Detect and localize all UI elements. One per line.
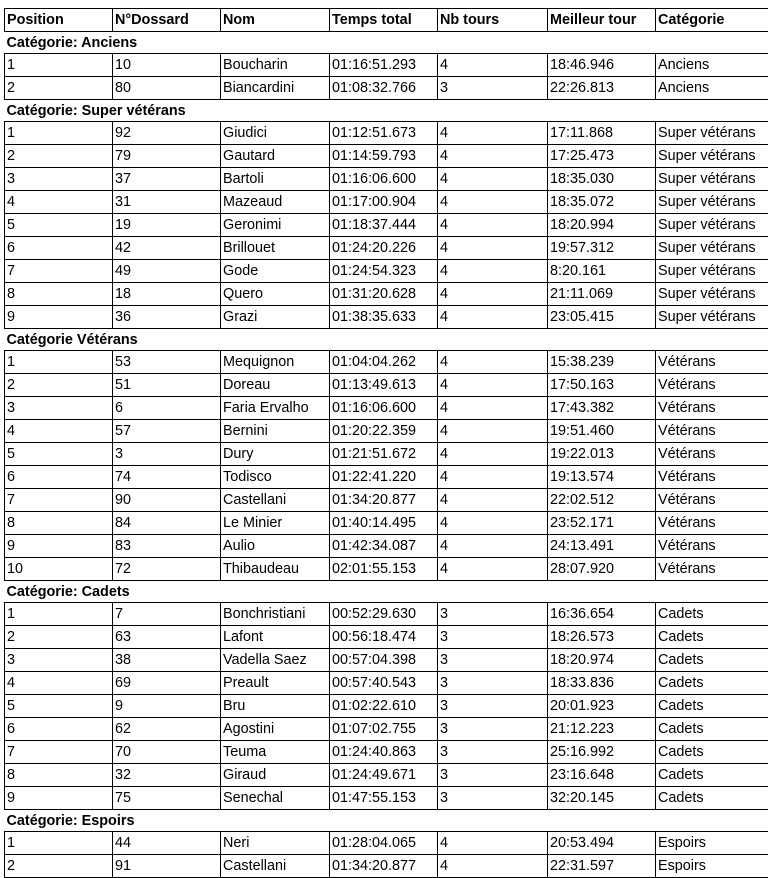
cell-meilleur-tour: 15:38.239 — [548, 351, 656, 374]
cell-meilleur-tour: 23:16.648 — [548, 764, 656, 787]
section-title: Catégorie Vétérans — [5, 329, 768, 351]
table-row — [5, 695, 768, 718]
cell-meilleur-tour: 19:22.013 — [548, 443, 656, 466]
cell-nb-tours: 3 — [438, 649, 548, 672]
cell-nb-tours: 3 — [438, 672, 548, 695]
cell-nom: Castellani — [221, 855, 330, 878]
cell-temps-total: 01:17:00.904 — [330, 191, 438, 214]
cell-nb-tours: 4 — [438, 214, 548, 237]
cell-meilleur-tour: 18:35.030 — [548, 168, 656, 191]
cell-nb-tours: 3 — [438, 787, 548, 810]
header-position: Position — [5, 9, 113, 32]
section-header-row — [5, 329, 768, 351]
cell-categorie: Super vétérans — [656, 306, 768, 329]
cell-temps-total: 01:24:40.863 — [330, 741, 438, 764]
section-title: Catégorie: Anciens — [5, 32, 768, 54]
cell-dossard: 10 — [113, 54, 221, 77]
cell-dossard: 36 — [113, 306, 221, 329]
cell-nb-tours: 4 — [438, 397, 548, 420]
cell-categorie: Vétérans — [656, 420, 768, 443]
table-row — [5, 855, 768, 878]
cell-position: 9 — [5, 535, 113, 558]
cell-dossard: 83 — [113, 535, 221, 558]
table-row — [5, 626, 768, 649]
cell-position: 1 — [5, 122, 113, 145]
table-row — [5, 351, 768, 374]
cell-categorie: Anciens — [656, 77, 768, 100]
cell-nom: Le Minier — [221, 512, 330, 535]
cell-nom: Castellani — [221, 489, 330, 512]
cell-meilleur-tour: 20:01.923 — [548, 695, 656, 718]
cell-nom: Faria Ervalho — [221, 397, 330, 420]
cell-meilleur-tour: 18:46.946 — [548, 54, 656, 77]
cell-temps-total: 01:24:49.671 — [330, 764, 438, 787]
cell-dossard: 72 — [113, 558, 221, 581]
table-row — [5, 214, 768, 237]
cell-nb-tours: 4 — [438, 168, 548, 191]
cell-dossard: 70 — [113, 741, 221, 764]
cell-categorie: Cadets — [656, 695, 768, 718]
cell-position: 9 — [5, 787, 113, 810]
table-row — [5, 489, 768, 512]
cell-nb-tours: 4 — [438, 489, 548, 512]
cell-nb-tours: 4 — [438, 855, 548, 878]
cell-nb-tours: 3 — [438, 77, 548, 100]
cell-meilleur-tour: 8:20.161 — [548, 260, 656, 283]
cell-categorie: Super vétérans — [656, 168, 768, 191]
cell-position: 4 — [5, 191, 113, 214]
cell-nb-tours: 3 — [438, 764, 548, 787]
cell-meilleur-tour: 19:51.460 — [548, 420, 656, 443]
cell-nb-tours: 3 — [438, 741, 548, 764]
cell-position: 6 — [5, 237, 113, 260]
cell-temps-total: 01:18:37.444 — [330, 214, 438, 237]
cell-nom: Brillouet — [221, 237, 330, 260]
table-row — [5, 443, 768, 466]
cell-dossard: 79 — [113, 145, 221, 168]
cell-categorie: Cadets — [656, 718, 768, 741]
cell-meilleur-tour: 25:16.992 — [548, 741, 656, 764]
cell-categorie: Vétérans — [656, 443, 768, 466]
section-header-row — [5, 32, 768, 54]
cell-dossard: 42 — [113, 237, 221, 260]
cell-nb-tours: 4 — [438, 306, 548, 329]
cell-position: 8 — [5, 283, 113, 306]
cell-temps-total: 01:07:02.755 — [330, 718, 438, 741]
cell-nom: Thibaudeau — [221, 558, 330, 581]
table-row — [5, 306, 768, 329]
cell-meilleur-tour: 23:52.171 — [548, 512, 656, 535]
cell-dossard: 69 — [113, 672, 221, 695]
table-row — [5, 832, 768, 855]
cell-position: 9 — [5, 306, 113, 329]
table-row — [5, 466, 768, 489]
cell-position: 2 — [5, 145, 113, 168]
cell-categorie: Cadets — [656, 741, 768, 764]
cell-categorie: Vétérans — [656, 535, 768, 558]
cell-dossard: 51 — [113, 374, 221, 397]
cell-nom: Preault — [221, 672, 330, 695]
section-header-row — [5, 810, 768, 832]
cell-meilleur-tour: 28:07.920 — [548, 558, 656, 581]
cell-nb-tours: 4 — [438, 145, 548, 168]
header-dossard: N°Dossard — [113, 9, 221, 32]
cell-temps-total: 02:01:55.153 — [330, 558, 438, 581]
table-row — [5, 283, 768, 306]
cell-nom: Vadella Saez — [221, 649, 330, 672]
cell-dossard: 75 — [113, 787, 221, 810]
cell-dossard: 49 — [113, 260, 221, 283]
cell-nb-tours: 4 — [438, 832, 548, 855]
cell-position: 6 — [5, 718, 113, 741]
cell-meilleur-tour: 21:11.069 — [548, 283, 656, 306]
cell-dossard: 90 — [113, 489, 221, 512]
cell-nb-tours: 4 — [438, 260, 548, 283]
table-row — [5, 512, 768, 535]
cell-nom: Giraud — [221, 764, 330, 787]
cell-position: 1 — [5, 832, 113, 855]
cell-nb-tours: 4 — [438, 535, 548, 558]
cell-nom: Senechal — [221, 787, 330, 810]
cell-dossard: 18 — [113, 283, 221, 306]
cell-dossard: 63 — [113, 626, 221, 649]
table-row — [5, 718, 768, 741]
table-row — [5, 145, 768, 168]
cell-position: 4 — [5, 420, 113, 443]
cell-meilleur-tour: 18:33.836 — [548, 672, 656, 695]
cell-meilleur-tour: 18:26.573 — [548, 626, 656, 649]
cell-categorie: Cadets — [656, 649, 768, 672]
cell-categorie: Anciens — [656, 54, 768, 77]
cell-temps-total: 01:14:59.793 — [330, 145, 438, 168]
cell-meilleur-tour: 21:12.223 — [548, 718, 656, 741]
cell-nom: Gautard — [221, 145, 330, 168]
cell-meilleur-tour: 19:13.574 — [548, 466, 656, 489]
cell-nom: Bernini — [221, 420, 330, 443]
cell-temps-total: 01:47:55.153 — [330, 787, 438, 810]
cell-categorie: Vétérans — [656, 466, 768, 489]
cell-nom: Teuma — [221, 741, 330, 764]
cell-categorie: Vétérans — [656, 374, 768, 397]
cell-categorie: Vétérans — [656, 558, 768, 581]
cell-nom: Mequignon — [221, 351, 330, 374]
cell-nb-tours: 4 — [438, 443, 548, 466]
cell-categorie: Espoirs — [656, 855, 768, 878]
cell-dossard: 3 — [113, 443, 221, 466]
cell-temps-total: 01:08:32.766 — [330, 77, 438, 100]
cell-meilleur-tour: 24:13.491 — [548, 535, 656, 558]
cell-meilleur-tour: 32:20.145 — [548, 787, 656, 810]
cell-nom: Gode — [221, 260, 330, 283]
table-row — [5, 535, 768, 558]
cell-position: 1 — [5, 54, 113, 77]
cell-temps-total: 01:04:04.262 — [330, 351, 438, 374]
cell-position: 10 — [5, 558, 113, 581]
cell-position: 3 — [5, 168, 113, 191]
table-row — [5, 420, 768, 443]
cell-position: 2 — [5, 374, 113, 397]
cell-dossard: 37 — [113, 168, 221, 191]
cell-categorie: Super vétérans — [656, 260, 768, 283]
cell-nb-tours: 3 — [438, 695, 548, 718]
section-title: Catégorie: Espoirs — [5, 810, 768, 832]
cell-meilleur-tour: 18:20.994 — [548, 214, 656, 237]
header-nom: Nom — [221, 9, 330, 32]
cell-categorie: Cadets — [656, 787, 768, 810]
cell-position: 2 — [5, 77, 113, 100]
cell-meilleur-tour: 20:53.494 — [548, 832, 656, 855]
cell-meilleur-tour: 17:50.163 — [548, 374, 656, 397]
cell-temps-total: 01:34:20.877 — [330, 489, 438, 512]
cell-nom: Giudici — [221, 122, 330, 145]
table-row — [5, 122, 768, 145]
cell-dossard: 6 — [113, 397, 221, 420]
cell-nb-tours: 4 — [438, 54, 548, 77]
table-row — [5, 374, 768, 397]
cell-dossard: 92 — [113, 122, 221, 145]
cell-nb-tours: 4 — [438, 466, 548, 489]
cell-temps-total: 01:02:22.610 — [330, 695, 438, 718]
cell-position: 3 — [5, 397, 113, 420]
results-body — [5, 32, 768, 878]
cell-dossard: 44 — [113, 832, 221, 855]
cell-meilleur-tour: 18:35.072 — [548, 191, 656, 214]
cell-nom: Geronimi — [221, 214, 330, 237]
cell-temps-total: 01:20:22.359 — [330, 420, 438, 443]
cell-position: 7 — [5, 489, 113, 512]
cell-categorie: Super vétérans — [656, 214, 768, 237]
table-row — [5, 54, 768, 77]
cell-nb-tours: 3 — [438, 718, 548, 741]
cell-dossard: 32 — [113, 764, 221, 787]
table-row — [5, 168, 768, 191]
cell-dossard: 91 — [113, 855, 221, 878]
cell-categorie: Cadets — [656, 603, 768, 626]
cell-nb-tours: 4 — [438, 558, 548, 581]
cell-position: 5 — [5, 695, 113, 718]
cell-temps-total: 00:57:40.543 — [330, 672, 438, 695]
cell-temps-total: 00:57:04.398 — [330, 649, 438, 672]
cell-temps-total: 01:31:20.628 — [330, 283, 438, 306]
cell-dossard: 19 — [113, 214, 221, 237]
section-header-row — [5, 100, 768, 122]
cell-dossard: 31 — [113, 191, 221, 214]
cell-temps-total: 01:22:41.220 — [330, 466, 438, 489]
cell-position: 6 — [5, 466, 113, 489]
cell-nom: Aulio — [221, 535, 330, 558]
cell-dossard: 7 — [113, 603, 221, 626]
cell-nom: Bartoli — [221, 168, 330, 191]
cell-categorie: Super vétérans — [656, 122, 768, 145]
cell-nom: Agostini — [221, 718, 330, 741]
cell-meilleur-tour: 22:26.813 — [548, 77, 656, 100]
cell-temps-total: 01:13:49.613 — [330, 374, 438, 397]
section-title: Catégorie: Cadets — [5, 581, 768, 603]
cell-nom: Biancardini — [221, 77, 330, 100]
cell-dossard: 74 — [113, 466, 221, 489]
cell-nb-tours: 4 — [438, 351, 548, 374]
cell-meilleur-tour: 23:05.415 — [548, 306, 656, 329]
cell-categorie: Vétérans — [656, 489, 768, 512]
cell-nom: Grazi — [221, 306, 330, 329]
table-row — [5, 787, 768, 810]
cell-position: 7 — [5, 260, 113, 283]
cell-temps-total: 01:34:20.877 — [330, 855, 438, 878]
header-categorie: Catégorie — [656, 9, 768, 32]
cell-nb-tours: 4 — [438, 512, 548, 535]
cell-position: 3 — [5, 649, 113, 672]
table-row — [5, 260, 768, 283]
cell-nom: Todisco — [221, 466, 330, 489]
cell-position: 8 — [5, 512, 113, 535]
table-row — [5, 672, 768, 695]
cell-meilleur-tour: 16:36.654 — [548, 603, 656, 626]
cell-position: 5 — [5, 443, 113, 466]
table-row — [5, 558, 768, 581]
cell-categorie: Cadets — [656, 764, 768, 787]
cell-temps-total: 01:16:06.600 — [330, 168, 438, 191]
cell-temps-total: 01:16:06.600 — [330, 397, 438, 420]
cell-meilleur-tour: 19:57.312 — [548, 237, 656, 260]
cell-position: 1 — [5, 603, 113, 626]
cell-temps-total: 01:38:35.633 — [330, 306, 438, 329]
cell-nom: Quero — [221, 283, 330, 306]
cell-categorie: Super vétérans — [656, 283, 768, 306]
table-row — [5, 237, 768, 260]
cell-dossard: 38 — [113, 649, 221, 672]
cell-nom: Bru — [221, 695, 330, 718]
header-row — [5, 9, 768, 32]
cell-temps-total: 01:28:04.065 — [330, 832, 438, 855]
cell-temps-total: 01:16:51.293 — [330, 54, 438, 77]
cell-nb-tours: 4 — [438, 420, 548, 443]
cell-position: 8 — [5, 764, 113, 787]
cell-temps-total: 01:42:34.087 — [330, 535, 438, 558]
cell-categorie: Super vétérans — [656, 145, 768, 168]
cell-nb-tours: 3 — [438, 603, 548, 626]
header-meilleur-tour: Meilleur tour — [548, 9, 656, 32]
cell-nb-tours: 4 — [438, 237, 548, 260]
cell-position: 2 — [5, 855, 113, 878]
table-row — [5, 649, 768, 672]
cell-temps-total: 01:40:14.495 — [330, 512, 438, 535]
cell-position: 2 — [5, 626, 113, 649]
cell-temps-total: 01:12:51.673 — [330, 122, 438, 145]
cell-categorie: Super vétérans — [656, 191, 768, 214]
cell-meilleur-tour: 17:43.382 — [548, 397, 656, 420]
cell-nb-tours: 4 — [438, 122, 548, 145]
cell-categorie: Vétérans — [656, 512, 768, 535]
cell-nom: Bonchristiani — [221, 603, 330, 626]
cell-dossard: 80 — [113, 77, 221, 100]
cell-dossard: 57 — [113, 420, 221, 443]
cell-nb-tours: 4 — [438, 283, 548, 306]
cell-temps-total: 00:56:18.474 — [330, 626, 438, 649]
table-row — [5, 741, 768, 764]
table-row — [5, 764, 768, 787]
cell-temps-total: 01:24:20.226 — [330, 237, 438, 260]
cell-meilleur-tour: 18:20.974 — [548, 649, 656, 672]
cell-nom: Doreau — [221, 374, 330, 397]
cell-categorie: Cadets — [656, 672, 768, 695]
cell-dossard: 53 — [113, 351, 221, 374]
cell-dossard: 9 — [113, 695, 221, 718]
cell-nom: Lafont — [221, 626, 330, 649]
cell-categorie: Espoirs — [656, 832, 768, 855]
cell-nom: Boucharin — [221, 54, 330, 77]
cell-position: 1 — [5, 351, 113, 374]
section-header-row — [5, 581, 768, 603]
cell-dossard: 84 — [113, 512, 221, 535]
cell-position: 4 — [5, 672, 113, 695]
cell-meilleur-tour: 22:02.512 — [548, 489, 656, 512]
cell-temps-total: 00:52:29.630 — [330, 603, 438, 626]
cell-categorie: Super vétérans — [656, 237, 768, 260]
cell-categorie: Vétérans — [656, 397, 768, 420]
table-row — [5, 77, 768, 100]
cell-categorie: Vétérans — [656, 351, 768, 374]
cell-position: 7 — [5, 741, 113, 764]
cell-nom: Mazeaud — [221, 191, 330, 214]
cell-nb-tours: 4 — [438, 374, 548, 397]
section-title: Catégorie: Super vétérans — [5, 100, 768, 122]
cell-meilleur-tour: 17:25.473 — [548, 145, 656, 168]
header-nb-tours: Nb tours — [438, 9, 548, 32]
cell-nb-tours: 4 — [438, 191, 548, 214]
cell-categorie: Cadets — [656, 626, 768, 649]
cell-temps-total: 01:21:51.672 — [330, 443, 438, 466]
cell-position: 5 — [5, 214, 113, 237]
cell-nom: Neri — [221, 832, 330, 855]
cell-dossard: 62 — [113, 718, 221, 741]
cell-meilleur-tour: 17:11.868 — [548, 122, 656, 145]
cell-nb-tours: 3 — [438, 626, 548, 649]
cell-temps-total: 01:24:54.323 — [330, 260, 438, 283]
table-row — [5, 397, 768, 420]
table-row — [5, 603, 768, 626]
header-temps-total: Temps total — [330, 9, 438, 32]
cell-meilleur-tour: 22:31.597 — [548, 855, 656, 878]
cell-nom: Dury — [221, 443, 330, 466]
table-row — [5, 191, 768, 214]
results-table — [4, 8, 768, 878]
